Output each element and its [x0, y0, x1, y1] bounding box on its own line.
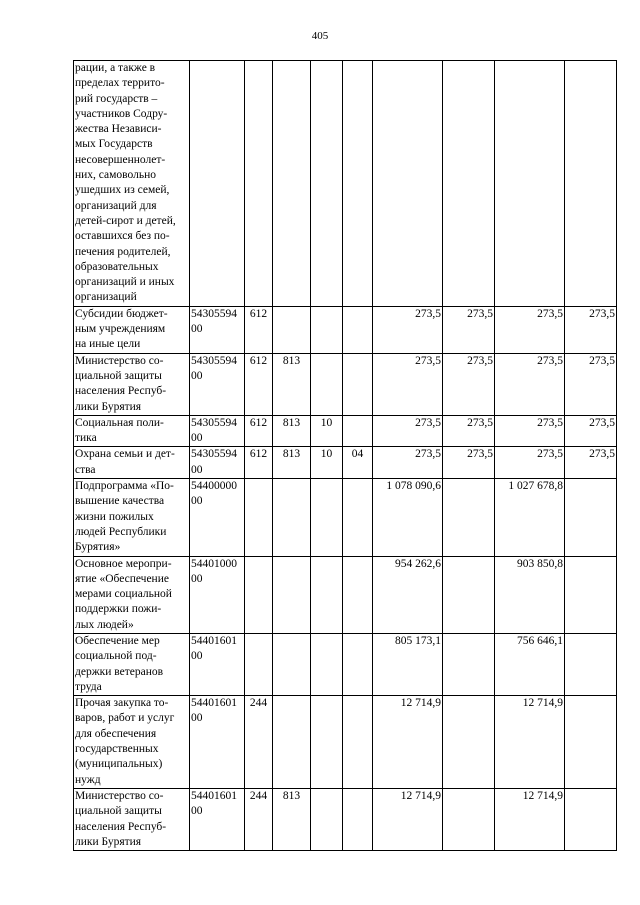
- amount-2-cell: [443, 788, 495, 850]
- ministry-code-cell: [273, 556, 311, 633]
- expense-type-cell: 612: [245, 415, 273, 447]
- csr-code-cell: 54305594 00: [190, 447, 245, 479]
- row-name-cell: Министерство со- циальной защиты населения Респуб- лики Бурятия: [74, 788, 190, 850]
- table-row: [74, 479, 617, 556]
- section-code-cell: [311, 633, 343, 695]
- csr-code-cell: 54400000 00: [190, 479, 245, 556]
- ministry-code-cell: [273, 61, 311, 307]
- ministry-code-cell: 813: [273, 447, 311, 479]
- csr-code-cell: 54305594 00: [190, 353, 245, 415]
- ministry-code-cell: 813: [273, 415, 311, 447]
- amount-2-cell: 273,5: [443, 353, 495, 415]
- subsection-code-cell: [343, 633, 373, 695]
- table-row: [74, 696, 617, 789]
- amount-1-cell: 273,5: [373, 306, 443, 353]
- amount-3-cell: [495, 61, 565, 307]
- amount-1-cell: 12 714,9: [373, 696, 443, 789]
- expense-type-cell: [245, 61, 273, 307]
- ministry-code-cell: [273, 479, 311, 556]
- table-row: [74, 788, 617, 850]
- amount-1-cell: 1 078 090,6: [373, 479, 443, 556]
- amount-3-cell: 903 850,8: [495, 556, 565, 633]
- subsection-code-cell: [343, 788, 373, 850]
- expense-type-cell: 612: [245, 353, 273, 415]
- csr-code-cell: 54305594 00: [190, 415, 245, 447]
- amount-3-cell: 1 027 678,8: [495, 479, 565, 556]
- section-code-cell: [311, 788, 343, 850]
- amount-2-cell: [443, 633, 495, 695]
- row-name-cell: Подпрограмма «По- вышение качества жизни пожилых людей Республики Бурятия»: [74, 479, 190, 556]
- table-row: [74, 415, 617, 447]
- amount-4-cell: [565, 788, 617, 850]
- amount-1-cell: 12 714,9: [373, 788, 443, 850]
- subsection-code-cell: [343, 306, 373, 353]
- csr-code-cell: 54305594 00: [190, 306, 245, 353]
- table-row: [74, 633, 617, 695]
- amount-4-cell: [565, 633, 617, 695]
- row-name-cell: Социальная поли- тика: [74, 415, 190, 447]
- section-code-cell: [311, 61, 343, 307]
- row-name-cell: Министерство со- циальной защиты населения Респуб- лики Бурятия: [74, 353, 190, 415]
- amount-3-cell: 273,5: [495, 353, 565, 415]
- subsection-code-cell: [343, 61, 373, 307]
- amount-2-cell: 273,5: [443, 306, 495, 353]
- expense-type-cell: [245, 633, 273, 695]
- row-name-cell: Обеспечение мер социальной под- держки ветеранов труда: [74, 633, 190, 695]
- amount-2-cell: 273,5: [443, 447, 495, 479]
- section-code-cell: [311, 696, 343, 789]
- amount-3-cell: 12 714,9: [495, 696, 565, 789]
- amount-3-cell: 273,5: [495, 415, 565, 447]
- table-row: [74, 61, 617, 307]
- subsection-code-cell: [343, 353, 373, 415]
- amount-3-cell: 12 714,9: [495, 788, 565, 850]
- csr-code-cell: 54401601 00: [190, 633, 245, 695]
- subsection-code-cell: [343, 696, 373, 789]
- amount-1-cell: 805 173,1: [373, 633, 443, 695]
- expense-type-cell: 244: [245, 788, 273, 850]
- subsection-code-cell: [343, 556, 373, 633]
- expense-type-cell: 244: [245, 696, 273, 789]
- amount-2-cell: [443, 61, 495, 307]
- table-row: [74, 556, 617, 633]
- amount-2-cell: 273,5: [443, 415, 495, 447]
- table-row: [74, 306, 617, 353]
- table-row: [74, 353, 617, 415]
- row-name-cell: Прочая закупка то- варов, работ и услуг для обеспечения государственных (муниципальных) нужд: [74, 696, 190, 789]
- csr-code-cell: 54401601 00: [190, 788, 245, 850]
- ministry-code-cell: 813: [273, 353, 311, 415]
- amount-1-cell: 273,5: [373, 353, 443, 415]
- amount-2-cell: [443, 479, 495, 556]
- expense-type-cell: [245, 479, 273, 556]
- ministry-code-cell: [273, 306, 311, 353]
- amount-3-cell: 273,5: [495, 306, 565, 353]
- section-code-cell: 10: [311, 447, 343, 479]
- csr-code-cell: [190, 61, 245, 307]
- subsection-code-cell: [343, 479, 373, 556]
- csr-code-cell: 54401601 00: [190, 696, 245, 789]
- amount-2-cell: [443, 556, 495, 633]
- expense-type-cell: 612: [245, 306, 273, 353]
- subsection-code-cell: [343, 415, 373, 447]
- amount-1-cell: 273,5: [373, 415, 443, 447]
- section-code-cell: [311, 556, 343, 633]
- csr-code-cell: 54401000 00: [190, 556, 245, 633]
- amount-4-cell: [565, 479, 617, 556]
- ministry-code-cell: 813: [273, 788, 311, 850]
- row-name-cell: Субсидии бюджет- ным учреждениям на иные цели: [74, 306, 190, 353]
- amount-3-cell: 273,5: [495, 447, 565, 479]
- amount-4-cell: 273,5: [565, 415, 617, 447]
- section-code-cell: [311, 353, 343, 415]
- amount-4-cell: [565, 556, 617, 633]
- row-name-cell: Основное меропри- ятие «Обеспечение мерами социальной поддержки пожи- лых людей»: [74, 556, 190, 633]
- amount-1-cell: [373, 61, 443, 307]
- expense-type-cell: 612: [245, 447, 273, 479]
- expense-type-cell: [245, 556, 273, 633]
- amount-4-cell: [565, 696, 617, 789]
- section-code-cell: [311, 479, 343, 556]
- amount-3-cell: 756 646,1: [495, 633, 565, 695]
- row-name-cell: Охрана семьи и дет- ства: [74, 447, 190, 479]
- ministry-code-cell: [273, 633, 311, 695]
- budget-table: [73, 60, 617, 851]
- amount-4-cell: 273,5: [565, 306, 617, 353]
- amount-4-cell: 273,5: [565, 353, 617, 415]
- amount-1-cell: 954 262,6: [373, 556, 443, 633]
- amount-4-cell: [565, 61, 617, 307]
- amount-4-cell: 273,5: [565, 447, 617, 479]
- section-code-cell: 10: [311, 415, 343, 447]
- page-number: 405: [311, 30, 329, 42]
- section-code-cell: [311, 306, 343, 353]
- ministry-code-cell: [273, 696, 311, 789]
- table-row: [74, 447, 617, 479]
- row-name-cell: рации, а также в пределах террито- рий государств – участников Содру- жества Независи- мых Государств несовершеннолет- них, самовольно ушедших из семей, организаций для детей-сирот и детей, оставшихся без по- печения родителей, образовательных организаций и иных организаций: [74, 61, 190, 307]
- subsection-code-cell: 04: [343, 447, 373, 479]
- amount-1-cell: 273,5: [373, 447, 443, 479]
- amount-2-cell: [443, 696, 495, 789]
